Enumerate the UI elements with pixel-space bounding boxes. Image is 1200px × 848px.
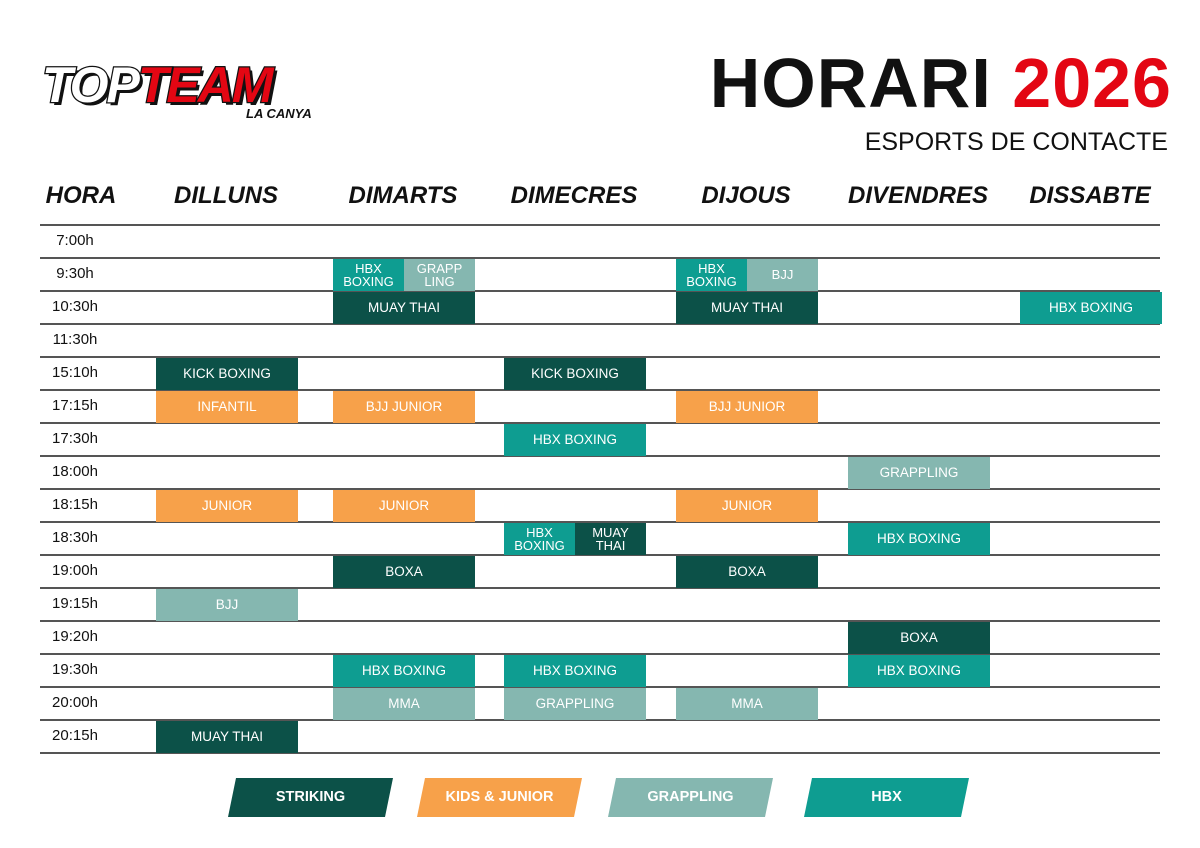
legend-label: KIDS & JUNIOR: [445, 789, 554, 805]
title-main: HORARI: [709, 44, 992, 122]
class-slot-grapp-ling: GRAPP LING: [404, 259, 475, 291]
class-slot-junior: JUNIOR: [156, 490, 298, 522]
class-slot-mma: MMA: [676, 688, 818, 720]
time-label: 19:00h: [52, 562, 98, 579]
logo-team-text: TEAM: [137, 57, 272, 113]
class-slot-hbx-boxing: HBX BOXING: [504, 655, 646, 687]
page-title: [710, 40, 1172, 126]
class-slot-hbx-boxing: HBX BOXING: [848, 655, 990, 687]
time-label: 18:15h: [52, 496, 98, 513]
title-year: 2026: [1012, 44, 1172, 122]
time-label: 19:30h: [52, 661, 98, 678]
class-slot-hbx-boxing: HBX BOXING: [1020, 292, 1162, 324]
time-label: 20:15h: [52, 727, 98, 744]
class-slot-kick-boxing: KICK BOXING: [504, 358, 646, 390]
class-slot-boxa: BOXA: [333, 556, 475, 588]
time-label: 17:15h: [52, 397, 98, 414]
time-label: 18:30h: [52, 529, 98, 546]
class-slot-grappling: GRAPPLING: [848, 457, 990, 489]
class-slot-muay-thai: MUAY THAI: [333, 292, 475, 324]
class-slot-boxa: BOXA: [848, 622, 990, 654]
column-header-divendres: DIVENDRES: [847, 182, 989, 209]
class-slot-hbx-boxing: HBX BOXING: [504, 424, 646, 456]
brand-logo: [38, 56, 318, 132]
time-label: 9:30h: [56, 265, 94, 282]
column-header-dissabte: DISSABTE: [1029, 182, 1151, 209]
class-slot-hbx-boxing: HBX BOXING: [848, 523, 990, 555]
time-label: 18:00h: [52, 463, 98, 480]
class-slot-junior: JUNIOR: [676, 490, 818, 522]
class-slot-junior: JUNIOR: [333, 490, 475, 522]
class-slot-muay-thai: MUAY THAI: [676, 292, 818, 324]
class-slot-boxa: BOXA: [676, 556, 818, 588]
legend-label: HBX: [871, 789, 902, 805]
class-slot-muay-thai: MUAY THAI: [156, 721, 298, 753]
time-label: 19:15h: [52, 595, 98, 612]
class-slot-grappling: GRAPPLING: [504, 688, 646, 720]
row-divider: [40, 224, 1160, 226]
column-header-dimarts: DIMARTS: [348, 182, 458, 209]
class-slot-bjj: BJJ: [747, 259, 818, 291]
row-divider: [40, 257, 1160, 259]
column-header-hora: HORA: [45, 182, 117, 209]
time-label: 10:30h: [52, 298, 98, 315]
row-divider: [40, 290, 1160, 292]
legend-label: GRAPPLING: [647, 789, 734, 805]
class-slot-hbx-boxing: HBX BOXING: [504, 523, 575, 555]
class-slot-muay-thai: MUAY THAI: [575, 523, 646, 555]
class-slot-hbx-boxing: HBX BOXING: [333, 655, 475, 687]
class-slot-hbx-boxing: HBX BOXING: [333, 259, 404, 291]
class-slot-mma: MMA: [333, 688, 475, 720]
legend-item-striking: [228, 778, 393, 817]
legend-item-grappling: [608, 778, 773, 817]
logo-wordmark: [42, 56, 272, 114]
page-subtitle: ESPORTS DE CONTACTE: [864, 128, 1168, 156]
time-label: 17:30h: [52, 430, 98, 447]
class-slot-bjj-junior: BJJ JUNIOR: [676, 391, 818, 423]
column-header-dijous: DIJOUS: [701, 182, 791, 209]
time-label: 11:30h: [52, 331, 98, 348]
logo-subtitle: LA CANYA: [246, 106, 312, 121]
legend-label: STRIKING: [275, 789, 346, 805]
class-slot-hbx-boxing: HBX BOXING: [676, 259, 747, 291]
class-slot-bjj-junior: BJJ JUNIOR: [333, 391, 475, 423]
time-label: 20:00h: [52, 694, 98, 711]
time-label: 7:00h: [56, 232, 94, 249]
logo-top-text: TOP: [42, 57, 138, 113]
time-label: 19:20h: [52, 628, 98, 645]
legend-item-kids: [417, 778, 582, 817]
legend-item-hbx: [804, 778, 969, 817]
class-slot-infantil: INFANTIL: [156, 391, 298, 423]
row-divider: [40, 323, 1160, 325]
time-label: 15:10h: [52, 364, 98, 381]
class-slot-bjj: BJJ: [156, 589, 298, 621]
column-header-dimecres: DIMECRES: [510, 182, 638, 209]
class-slot-kick-boxing: KICK BOXING: [156, 358, 298, 390]
column-header-dilluns: DILLUNS: [174, 182, 278, 209]
